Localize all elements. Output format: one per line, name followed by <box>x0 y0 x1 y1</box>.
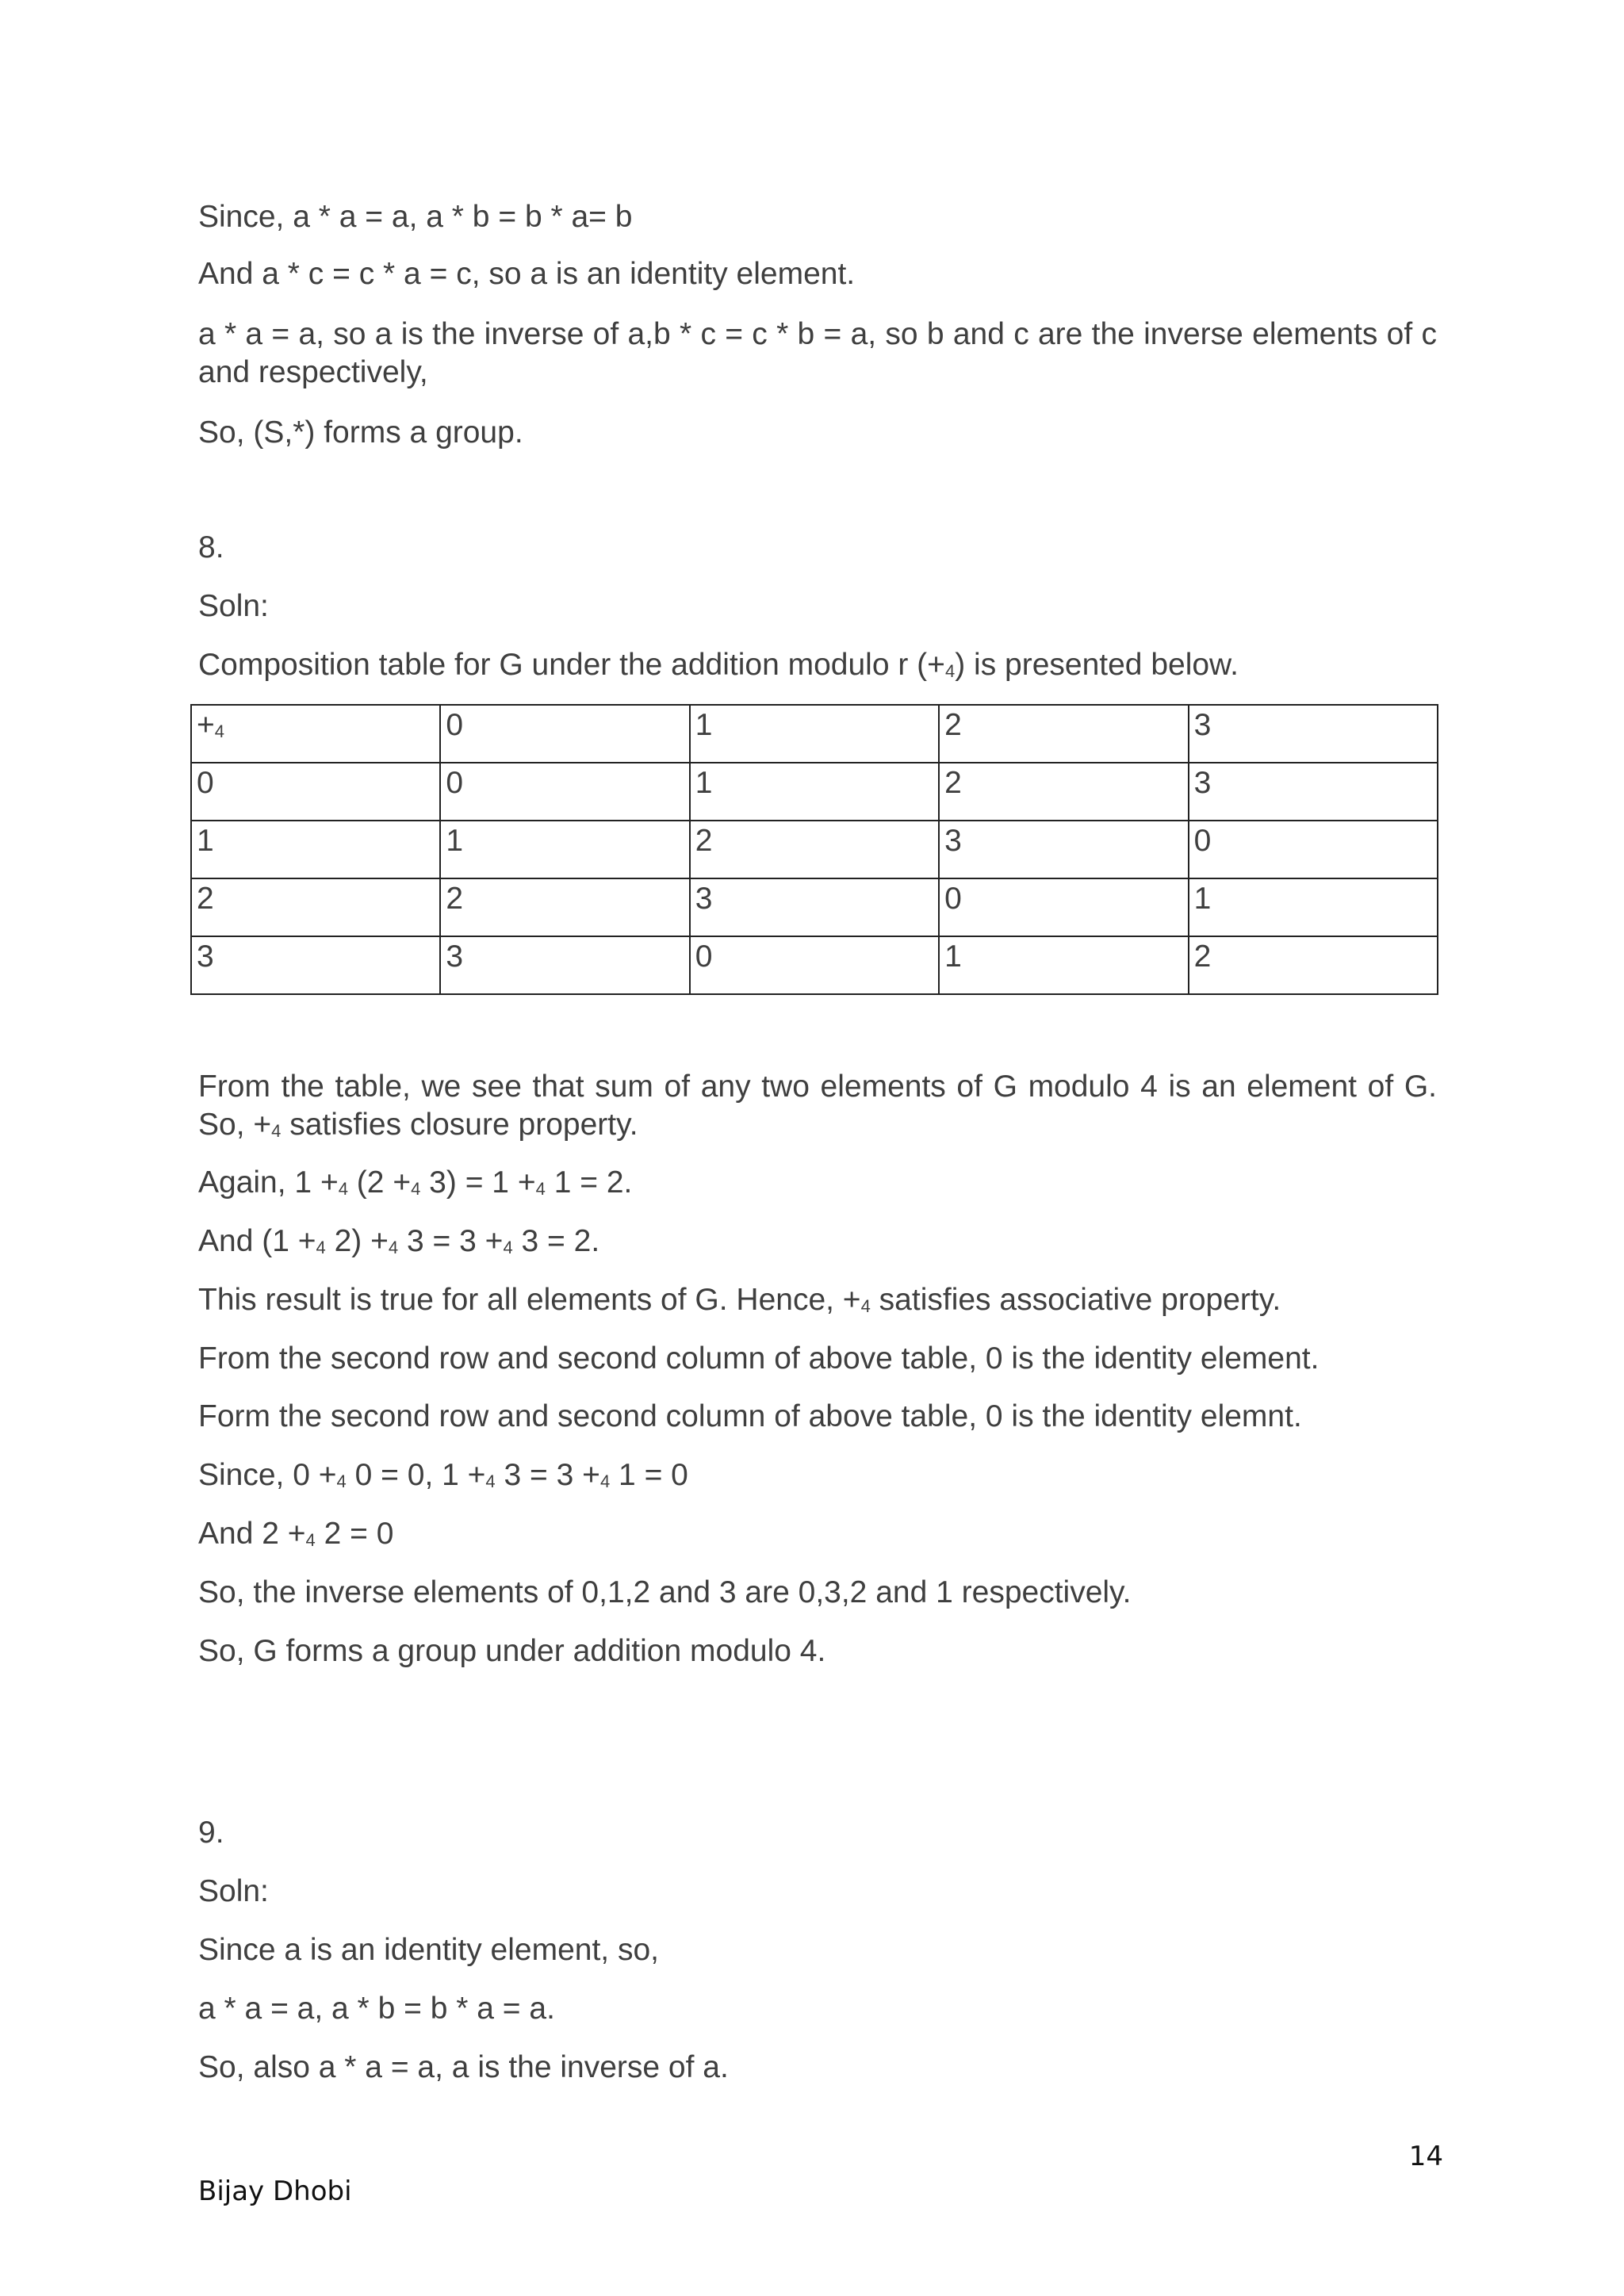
identity-line: Form the second row and second column of above table, 0 is the identity elemnt. <box>198 1399 1302 1433</box>
table-cell: 0 <box>440 763 689 821</box>
associativity-line: And ($1 +_4$ $2) +_4$ $3 = 3 +_4$ 3 = 2. <box>198 1224 600 1258</box>
table-cell: 3 <box>939 821 1188 878</box>
table-cell: 1 <box>690 763 939 821</box>
table-cell: 1 <box>939 936 1188 994</box>
table-row <box>191 878 1438 936</box>
table-cell: 1 <box>191 821 440 878</box>
table-cell: 2 <box>191 878 440 936</box>
inverse-line: And $2 +_4$ 2 = 0 <box>198 1517 394 1551</box>
table-cell: 2 <box>1189 936 1438 994</box>
table-cell: 0 <box>191 763 440 821</box>
table-header-cell: 2 <box>939 705 1188 763</box>
table-header-cell: 0 <box>440 705 689 763</box>
table-cell: 0 <box>690 936 939 994</box>
soln-heading: Soln: <box>198 589 269 623</box>
table-row <box>191 821 1438 878</box>
associativity-conclusion: This result is true for all elements of G. Hence, $+_4$ satisfies associative property. <box>198 1283 1281 1317</box>
question-number: 9. <box>198 1816 224 1850</box>
table-cell: 1 <box>440 821 689 878</box>
table-cell: 3 <box>440 936 689 994</box>
table-cell-operator: $+_4$ <box>191 705 440 763</box>
composition-table <box>190 704 1438 995</box>
inverse-line: Since, $0 +_4$ 0 = 0, $1 +_4$ $3 = 3 +_4$ 1 = 0 <box>198 1458 688 1492</box>
table-cell: 0 <box>939 878 1188 936</box>
text-line: So, also a * a = a, a is the inverse of a. <box>198 2050 729 2084</box>
page-number: 14 <box>1408 2141 1443 2172</box>
table-cell: 2 <box>440 878 689 936</box>
question-number: 8. <box>198 530 224 564</box>
table-header-cell: 1 <box>690 705 939 763</box>
group-conclusion: So, G forms a group under addition modulo 4. <box>198 1634 826 1668</box>
table-cell: 1 <box>1189 878 1438 936</box>
table-intro: Composition table for G under the addition modulo r $(+_4)$ is presented below. <box>198 648 1239 682</box>
author-footer: Bijay Dhobi <box>198 2175 352 2207</box>
text-line: And a * c = c * a = c, so a is an identity element. <box>198 257 856 291</box>
table-header-row <box>191 705 1438 763</box>
soln-heading: Soln: <box>198 1874 269 1908</box>
text-paragraph: a * a = a, so a is the inverse of a,b * c = c * b = a, so b and c are the inverse elements of c and respectively, <box>198 317 1437 389</box>
table-cell: 3 <box>1189 763 1438 821</box>
table-header-cell: 3 <box>1189 705 1438 763</box>
inverse-conclusion: So, the inverse elements of 0,1,2 and 3 are 0,3,2 and 1 respectively. <box>198 1575 1132 1609</box>
table-cell: 0 <box>1189 821 1438 878</box>
table-cell: 3 <box>690 878 939 936</box>
associativity-line: Again, $1 +_4$ ($2 +_4$ $3) = 1 +_4$ 1 = 2. <box>198 1165 633 1200</box>
text-line: So, (S,*) forms a group. <box>198 415 523 450</box>
identity-line: From the second row and second column of above table, 0 is the identity element. <box>198 1341 1320 1376</box>
closure-paragraph: From the table, we see that sum of any two elements of G modulo 4 is an element of G. So, $+_4$ satisfies closure property. <box>198 1070 1437 1142</box>
table-cell: 2 <box>939 763 1188 821</box>
table-row <box>191 936 1438 994</box>
table-cell: 3 <box>191 936 440 994</box>
table-cell: 2 <box>690 821 939 878</box>
text-line: a * a = a, a * b = b * a = a. <box>198 1992 555 2026</box>
text-line: Since a is an identity element, so, <box>198 1933 659 1967</box>
table-row <box>191 763 1438 821</box>
text-line: Since, a * a = a, a * b = b * a= b <box>198 200 633 234</box>
